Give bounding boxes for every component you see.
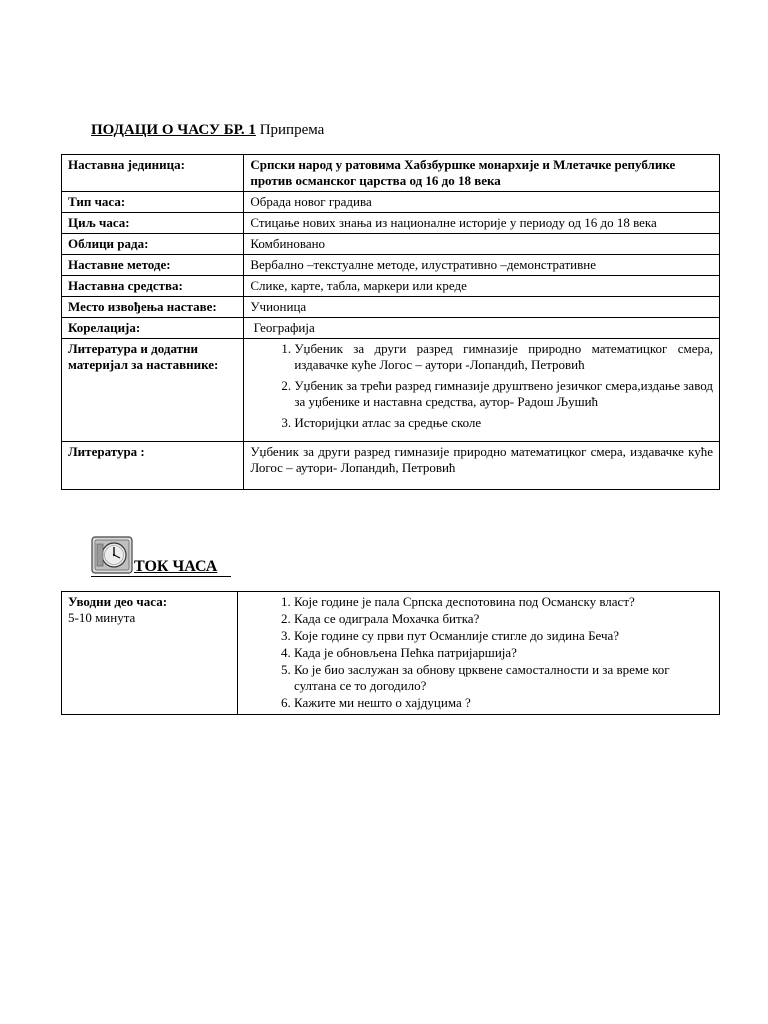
list-item: 1. Које године је пала Српска деспотовина под Османску власт? [294, 594, 713, 610]
row-value-materials [244, 339, 720, 442]
row-label-literature: Литература : [62, 442, 244, 490]
table-row [62, 339, 720, 442]
table-row [62, 318, 720, 339]
section-heading [91, 536, 241, 576]
list-item: 3. Које године су први пут Османлије стигле до зидина Беча? [294, 628, 713, 644]
materials-list [250, 341, 713, 431]
table-row [62, 592, 720, 715]
list-item: 3. Историјцки атлас за средње сколе [294, 415, 713, 431]
list-item: 5. Ко је био заслужан за обнову црквене самосталности и за време ког султана се то догодило? [294, 662, 713, 694]
flow-value-cell [238, 592, 720, 715]
list-item: 2. Када се одиграла Мохачка битка? [294, 611, 713, 627]
page-title-suffix: Припрема [259, 122, 325, 138]
row-value-literature: Уџбеник за други разред гимназије природно математицког смера, издавачке куће Логос – аутори- Лопандић, Петровић [244, 442, 720, 490]
row-value-resources: Слике, карте, табла, маркери или креде [244, 276, 720, 297]
row-label-resources: Наставна средства: [62, 276, 244, 297]
row-label-materials: Литература и додатни материјал за наставнике: [62, 339, 244, 442]
row-value-work-forms: Комбиновано [244, 234, 720, 255]
row-value-location: Учионица [244, 297, 720, 318]
table-row [62, 297, 720, 318]
row-value-goal: Стицање нових знања из националне историје у периоду од 16 до 18 века [244, 213, 720, 234]
table-row [62, 442, 720, 490]
row-label-methods: Наставне методе: [62, 255, 244, 276]
row-value-type: Обрада новог градива [244, 192, 720, 213]
flow-label-cell [62, 592, 238, 715]
table-row [62, 234, 720, 255]
list-item: 2. Уџбеник за трећи разред гимназије друштвено језичког смера,издање завод за уџбенике и наставна средства, аутор- Радош Љушић [294, 378, 713, 410]
section-underline [91, 576, 231, 577]
row-value-methods: Вербално –текстуалне методе, илустративно –демонстративне [244, 255, 720, 276]
row-label-correlation: Корелација: [62, 318, 244, 339]
page-title [91, 122, 324, 139]
row-label-goal: Циљ часа: [62, 213, 244, 234]
row-label-unit: Наставна јединица: [62, 155, 244, 192]
list-item: 6. Кажите ми нешто о хајдуцима ? [294, 695, 713, 711]
row-label-work-forms: Облици рада: [62, 234, 244, 255]
table-row [62, 213, 720, 234]
questions-list [244, 594, 713, 711]
row-label-location: Место извођења наставе: [62, 297, 244, 318]
intro-part-duration: 5-10 минута [68, 610, 136, 625]
clock-icon [91, 536, 133, 574]
table-row [62, 276, 720, 297]
section-title: ТОК ЧАСА [134, 558, 218, 575]
row-value-correlation: Географија [244, 318, 720, 339]
table-row [62, 255, 720, 276]
lesson-info-table [61, 154, 720, 490]
lesson-flow-table [61, 591, 720, 715]
table-row [62, 192, 720, 213]
list-item: 1. Уџбеник за други разред гимназије природно математицког смера, издавачке куће Логос – аутори -Лопандић, Петровић [294, 341, 713, 373]
row-value-unit: Српски народ у ратовима Хабзбуршке монархије и Млетачке републике против османског царства од 16 до 18 века [244, 155, 720, 192]
page-title-main: ПОДАЦИ О ЧАСУ БР. 1 [91, 122, 256, 138]
list-item: 4. Када је обновљена Пећка патријаршија? [294, 645, 713, 661]
table-row [62, 155, 720, 192]
row-label-type: Тип часа: [62, 192, 244, 213]
intro-part-label: Уводни део часа: [68, 594, 168, 609]
